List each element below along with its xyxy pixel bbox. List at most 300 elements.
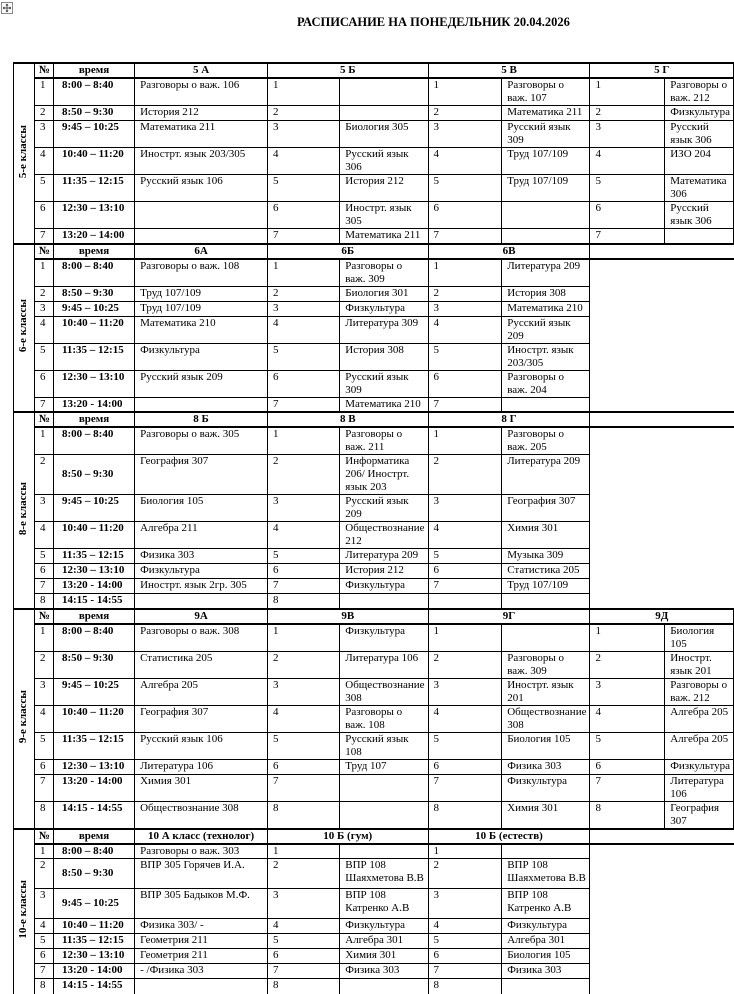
subject-cell: Физика 303/ -	[135, 919, 268, 934]
lesson-number: 8	[268, 801, 340, 829]
lesson-time: 10:40 – 11:20	[54, 148, 135, 175]
subject-cell: Химия 301	[502, 522, 590, 549]
subject-cell: Русский язык 209	[135, 370, 268, 397]
subject-cell: Разговоры о важ. 108	[340, 705, 428, 732]
subject-cell: Биология 305	[340, 121, 428, 148]
lesson-number: 2	[428, 106, 502, 121]
lesson-time: 14:15 - 14:55	[54, 801, 135, 829]
lesson-number: 2	[428, 859, 502, 889]
subject-cell: История 212	[340, 175, 428, 202]
lesson-time: 9:45 – 10:25	[54, 495, 135, 522]
empty-cell	[590, 829, 734, 844]
time-header: время	[54, 829, 135, 844]
subject-cell: Разговоры о важ. 107	[502, 78, 590, 106]
subject-cell	[502, 979, 590, 994]
subject-cell	[502, 624, 590, 652]
empty-cell	[590, 301, 734, 316]
group-label-cell	[14, 63, 35, 244]
class-header: 9Г	[428, 609, 590, 624]
subject-cell: Физкультура	[135, 564, 268, 579]
group-label-cell	[14, 244, 35, 413]
group-header-row	[14, 63, 734, 78]
group-label: 6-е классы	[17, 299, 30, 353]
lesson-number: 7	[428, 229, 502, 244]
subject-cell	[135, 229, 268, 244]
lesson-number: 7	[268, 397, 340, 412]
lesson-number: 6	[428, 564, 502, 579]
class-header: 6В	[428, 244, 590, 259]
lesson-row	[14, 175, 734, 202]
subject-cell	[135, 594, 268, 609]
subject-cell: Алгебра 211	[135, 522, 268, 549]
subject-cell: Физика 303	[502, 759, 590, 774]
group-header-row	[14, 412, 734, 427]
group-label: 5-е классы	[17, 124, 30, 178]
subject-cell: Разговоры о важ. 308	[135, 624, 268, 652]
empty-cell	[590, 949, 734, 964]
lesson-number: 6	[34, 759, 53, 774]
subject-cell: Математика 211	[340, 229, 428, 244]
lesson-time: 9:45 – 10:25	[54, 121, 135, 148]
lesson-number: 3	[428, 121, 502, 148]
subject-cell	[340, 979, 428, 994]
lesson-number: 1	[34, 427, 53, 455]
lesson-time: 11:35 – 12:15	[54, 934, 135, 949]
subject-cell: География 307	[502, 495, 590, 522]
lesson-number: 4	[34, 522, 53, 549]
empty-cell	[590, 979, 734, 994]
subject-cell	[340, 106, 428, 121]
lesson-time: 13:20 - 14:00	[54, 579, 135, 594]
lesson-number: 2	[268, 286, 340, 301]
subject-cell	[135, 202, 268, 229]
lesson-number	[428, 594, 502, 609]
class-header: 5 Б	[268, 63, 428, 78]
lesson-number: 4	[34, 919, 53, 934]
lesson-number: 8	[34, 594, 53, 609]
num-header: №	[34, 829, 53, 844]
subject-cell: Русский язык 209	[340, 495, 428, 522]
lesson-time: 12:30 – 13:10	[54, 949, 135, 964]
subject-cell: Разговоры о важ. 205	[502, 427, 590, 455]
lesson-row	[14, 78, 734, 106]
subject-cell: Физкультура	[340, 579, 428, 594]
group-label: 9-е классы	[17, 689, 30, 744]
class-header: 5 Г	[590, 63, 734, 78]
subject-cell	[340, 78, 428, 106]
subject-cell: Инострт. язык 203/305	[135, 148, 268, 175]
lesson-number: 3	[590, 121, 665, 148]
lesson-number: 7	[428, 579, 502, 594]
subject-cell: Труд 107/109	[135, 301, 268, 316]
lesson-row	[14, 594, 734, 609]
subject-cell: Физкультура	[502, 774, 590, 801]
lesson-time: 8:50 – 9:30	[54, 286, 135, 301]
lesson-number: 5	[428, 732, 502, 759]
lesson-number: 3	[268, 301, 340, 316]
lesson-number: 5	[34, 343, 53, 370]
lesson-time: 8:50 – 9:30	[54, 651, 135, 678]
subject-cell: Инострт. язык 305	[340, 202, 428, 229]
lesson-number: 3	[268, 495, 340, 522]
subject-cell: История 308	[502, 286, 590, 301]
subject-cell	[665, 229, 734, 244]
subject-cell: Физкультура	[665, 106, 734, 121]
schedule-table	[13, 62, 734, 994]
lesson-time: 14:15 - 14:55	[54, 979, 135, 994]
subject-cell: Химия 301	[502, 801, 590, 829]
lesson-number: 5	[268, 549, 340, 564]
lesson-number: 5	[590, 732, 665, 759]
page-title: РАСПИСАНИЕ НА ПОНЕДЕЛЬНИК 20.04.2026	[297, 15, 570, 29]
subject-cell: Разговоры о важ. 108	[135, 259, 268, 287]
lesson-number: 5	[428, 549, 502, 564]
lesson-number: 2	[428, 455, 502, 495]
subject-cell	[502, 229, 590, 244]
lesson-number: 8	[34, 979, 53, 994]
lesson-row	[14, 651, 734, 678]
empty-cell	[590, 412, 734, 427]
lesson-number: 3	[34, 678, 53, 705]
subject-cell: Русский язык 106	[135, 732, 268, 759]
subject-cell: География 307	[665, 801, 734, 829]
lesson-number: 2	[590, 106, 665, 121]
lesson-number: 2	[428, 286, 502, 301]
lesson-number: 2	[34, 859, 53, 889]
lesson-time: 11:35 – 12:15	[54, 732, 135, 759]
empty-cell	[590, 549, 734, 564]
lesson-number: 3	[268, 678, 340, 705]
lesson-number: 4	[268, 316, 340, 343]
empty-cell	[590, 316, 734, 343]
lesson-number: 7	[590, 774, 665, 801]
num-header: №	[34, 63, 53, 78]
lesson-row	[14, 455, 734, 495]
lesson-time: 8:00 – 8:40	[54, 624, 135, 652]
lesson-number: 4	[590, 148, 665, 175]
num-header: №	[34, 412, 53, 427]
group-label-cell	[14, 412, 35, 609]
empty-cell	[590, 522, 734, 549]
lesson-time: 13:20 - 14:00	[54, 397, 135, 412]
empty-cell	[590, 934, 734, 949]
lesson-time: 13:20 – 14:00	[54, 229, 135, 244]
subject-cell: Труд 107/109	[502, 579, 590, 594]
class-header: 6Б	[268, 244, 428, 259]
lesson-number: 4	[428, 148, 502, 175]
lesson-row	[14, 705, 734, 732]
subject-cell: Математика 210	[135, 316, 268, 343]
subject-cell: Разговоры о важ. 212	[665, 78, 734, 106]
group-header-row	[14, 829, 734, 844]
lesson-row	[14, 579, 734, 594]
subject-cell	[502, 594, 590, 609]
lesson-row	[14, 624, 734, 652]
subject-cell: Разговоры о важ. 303	[135, 844, 268, 859]
lesson-row	[14, 549, 734, 564]
subject-cell: Обществознание 308	[502, 705, 590, 732]
subject-cell: Русский язык 309	[340, 370, 428, 397]
empty-cell	[590, 844, 734, 859]
lesson-row	[14, 286, 734, 301]
lesson-time: 8:50 – 9:30	[54, 106, 135, 121]
lesson-number: 2	[34, 286, 53, 301]
class-header: 5 В	[428, 63, 590, 78]
lesson-number: 3	[34, 889, 53, 919]
lesson-time: 11:35 – 12:15	[54, 175, 135, 202]
subject-cell: Литература 309	[340, 316, 428, 343]
lesson-number: 5	[268, 934, 340, 949]
lesson-time: 8:00 – 8:40	[54, 427, 135, 455]
subject-cell: Геометрия 211	[135, 949, 268, 964]
subject-cell: География 307	[135, 455, 268, 495]
class-header: 9А	[135, 609, 268, 624]
lesson-number: 3	[428, 495, 502, 522]
lesson-number: 6	[268, 759, 340, 774]
subject-cell: История 212	[340, 564, 428, 579]
subject-cell: ВПР 108 Катренко А.В	[340, 889, 428, 919]
lesson-number: 8	[268, 979, 340, 994]
lesson-number: 5	[268, 175, 340, 202]
empty-cell	[590, 455, 734, 495]
lesson-number: 1	[268, 259, 340, 287]
lesson-number: 1	[428, 624, 502, 652]
lesson-time: 10:40 – 11:20	[54, 919, 135, 934]
lesson-number: 1	[268, 427, 340, 455]
empty-cell	[590, 427, 734, 455]
lesson-number: 4	[428, 316, 502, 343]
subject-cell: ВПР 305 Горячев И.А.	[135, 859, 268, 889]
lesson-row	[14, 148, 734, 175]
empty-cell	[590, 343, 734, 370]
num-header: №	[34, 609, 53, 624]
lesson-time: 8:00 – 8:40	[54, 844, 135, 859]
subject-cell: Русский язык 108	[340, 732, 428, 759]
empty-cell	[590, 244, 734, 259]
lesson-time: 10:40 – 11:20	[54, 522, 135, 549]
subject-cell: Разговоры о важ. 106	[135, 78, 268, 106]
lesson-number: 5	[268, 343, 340, 370]
lesson-number: 3	[268, 121, 340, 148]
subject-cell: Русский язык 306	[340, 148, 428, 175]
move-handle-icon[interactable]	[1, 1, 13, 13]
subject-cell: Физкультура	[665, 759, 734, 774]
empty-cell	[590, 579, 734, 594]
lesson-number: 4	[268, 919, 340, 934]
subject-cell: Биология 105	[502, 949, 590, 964]
lesson-time: 12:30 – 13:10	[54, 759, 135, 774]
empty-cell	[590, 919, 734, 934]
lesson-number: 6	[590, 202, 665, 229]
time-header: время	[54, 244, 135, 259]
lesson-number: 3	[34, 121, 53, 148]
lesson-number: 2	[268, 455, 340, 495]
subject-cell: Физика 303	[340, 964, 428, 979]
class-header: 10 Б (гум)	[268, 829, 428, 844]
subject-cell: Труд 107/109	[135, 286, 268, 301]
subject-cell: Музыка 309	[502, 549, 590, 564]
empty-cell	[590, 259, 734, 287]
lesson-number: 4	[34, 148, 53, 175]
lesson-number: 7	[34, 397, 53, 412]
lesson-time: 9:45 – 10:25	[54, 301, 135, 316]
class-header: 8 В	[268, 412, 428, 427]
lesson-number: 7	[34, 229, 53, 244]
lesson-number: 2	[34, 106, 53, 121]
empty-cell	[590, 286, 734, 301]
num-header: №	[34, 244, 53, 259]
lesson-number: 1	[268, 624, 340, 652]
empty-cell	[590, 889, 734, 919]
lesson-number: 1	[428, 259, 502, 287]
subject-cell: История 212	[135, 106, 268, 121]
lesson-number: 5	[428, 343, 502, 370]
lesson-time: 11:35 – 12:15	[54, 549, 135, 564]
lesson-row	[14, 678, 734, 705]
lesson-row	[14, 202, 734, 229]
group-header-row	[14, 609, 734, 624]
subject-cell: ВПР 108 Катренко А.В	[502, 889, 590, 919]
lesson-time: 8:50 – 9:30	[54, 455, 135, 495]
lesson-number: 6	[428, 759, 502, 774]
lesson-row	[14, 919, 734, 934]
lesson-number: 7	[268, 579, 340, 594]
subject-cell: - /Физика 303	[135, 964, 268, 979]
subject-cell: Литература 209	[502, 455, 590, 495]
subject-cell	[502, 397, 590, 412]
subject-cell	[340, 844, 428, 859]
lesson-number: 3	[34, 301, 53, 316]
subject-cell	[502, 202, 590, 229]
subject-cell: Физика 303	[135, 549, 268, 564]
subject-cell: Труд 107/109	[502, 175, 590, 202]
lesson-row	[14, 801, 734, 829]
empty-cell	[590, 397, 734, 412]
subject-cell: Литература 209	[340, 549, 428, 564]
subject-cell: Алгебра 301	[502, 934, 590, 949]
subject-cell: Русский язык 309	[502, 121, 590, 148]
lesson-number: 6	[268, 564, 340, 579]
subject-cell: Математика 211	[135, 121, 268, 148]
lesson-number: 6	[268, 949, 340, 964]
subject-cell: Математика 211	[502, 106, 590, 121]
lesson-time: 10:40 – 11:20	[54, 705, 135, 732]
lesson-number: 7	[428, 964, 502, 979]
subject-cell	[340, 594, 428, 609]
group-header-row	[14, 244, 734, 259]
group-label: 10-е классы	[17, 880, 30, 939]
lesson-number: 1	[268, 78, 340, 106]
subject-cell: Русский язык 306	[665, 121, 734, 148]
lesson-number: 2	[268, 651, 340, 678]
lesson-row	[14, 759, 734, 774]
lesson-number: 3	[428, 678, 502, 705]
empty-cell	[590, 564, 734, 579]
lesson-number: 7	[590, 229, 665, 244]
lesson-number: 5	[34, 732, 53, 759]
lesson-number: 5	[590, 175, 665, 202]
class-header: 10 А класс (технолог)	[135, 829, 268, 844]
lesson-number: 8	[428, 979, 502, 994]
lesson-number: 1	[268, 844, 340, 859]
lesson-time: 12:30 – 13:10	[54, 370, 135, 397]
lesson-number: 3	[590, 678, 665, 705]
lesson-row	[14, 229, 734, 244]
subject-cell: География 307	[135, 705, 268, 732]
subject-cell: Математика 306	[665, 175, 734, 202]
lesson-time: 14:15 - 14:55	[54, 594, 135, 609]
subject-cell: Литература 106	[340, 651, 428, 678]
subject-cell: История 308	[340, 343, 428, 370]
subject-cell	[502, 844, 590, 859]
subject-cell: Химия 301	[340, 949, 428, 964]
lesson-time: 12:30 – 13:10	[54, 564, 135, 579]
subject-cell: Разговоры о важ. 211	[340, 427, 428, 455]
subject-cell	[135, 979, 268, 994]
lesson-number: 1	[590, 78, 665, 106]
subject-cell: Русский язык 106	[135, 175, 268, 202]
subject-cell: Статистика 205	[502, 564, 590, 579]
class-header: 6А	[135, 244, 268, 259]
subject-cell: ВПР 108 Шаяхметова В.В	[340, 859, 428, 889]
lesson-row	[14, 370, 734, 397]
lesson-number: 7	[34, 964, 53, 979]
lesson-row	[14, 889, 734, 919]
lesson-number: 2	[590, 651, 665, 678]
lesson-number: 1	[34, 624, 53, 652]
subject-cell: Химия 301	[135, 774, 268, 801]
empty-cell	[590, 964, 734, 979]
lesson-row	[14, 259, 734, 287]
lesson-row	[14, 979, 734, 994]
lesson-row	[14, 301, 734, 316]
lesson-number: 7	[268, 964, 340, 979]
lesson-number: 4	[268, 705, 340, 732]
lesson-number: 5	[428, 175, 502, 202]
lesson-number: 5	[268, 732, 340, 759]
lesson-number: 5	[34, 175, 53, 202]
lesson-time: 10:40 – 11:20	[54, 316, 135, 343]
subject-cell: Информатика 206/ Инострт. язык 203	[340, 455, 428, 495]
lesson-time: 9:45 – 10:25	[54, 889, 135, 919]
lesson-number: 1	[590, 624, 665, 652]
lesson-number: 6	[268, 370, 340, 397]
lesson-number: 1	[34, 259, 53, 287]
lesson-number: 5	[428, 934, 502, 949]
lesson-number: 1	[428, 78, 502, 106]
subject-cell: Физкультура	[340, 919, 428, 934]
subject-cell: Инострт. язык 203/305	[502, 343, 590, 370]
subject-cell: Инострт. язык 201	[502, 678, 590, 705]
lesson-number: 7	[268, 774, 340, 801]
empty-cell	[590, 859, 734, 889]
subject-cell: Физика 303	[502, 964, 590, 979]
lesson-number: 4	[428, 522, 502, 549]
lesson-number: 4	[268, 522, 340, 549]
subject-cell: Биология 105	[135, 495, 268, 522]
lesson-number: 8	[428, 801, 502, 829]
lesson-time: 8:00 – 8:40	[54, 78, 135, 106]
subject-cell: Математика 210	[340, 397, 428, 412]
lesson-number: 3	[428, 301, 502, 316]
time-header: время	[54, 412, 135, 427]
lesson-number: 7	[34, 579, 53, 594]
subject-cell: Инострт. язык 2гр. 305	[135, 579, 268, 594]
subject-cell: Геометрия 211	[135, 934, 268, 949]
subject-cell: Биология 105	[665, 624, 734, 652]
lesson-number: 3	[268, 889, 340, 919]
subject-cell: Алгебра 301	[340, 934, 428, 949]
